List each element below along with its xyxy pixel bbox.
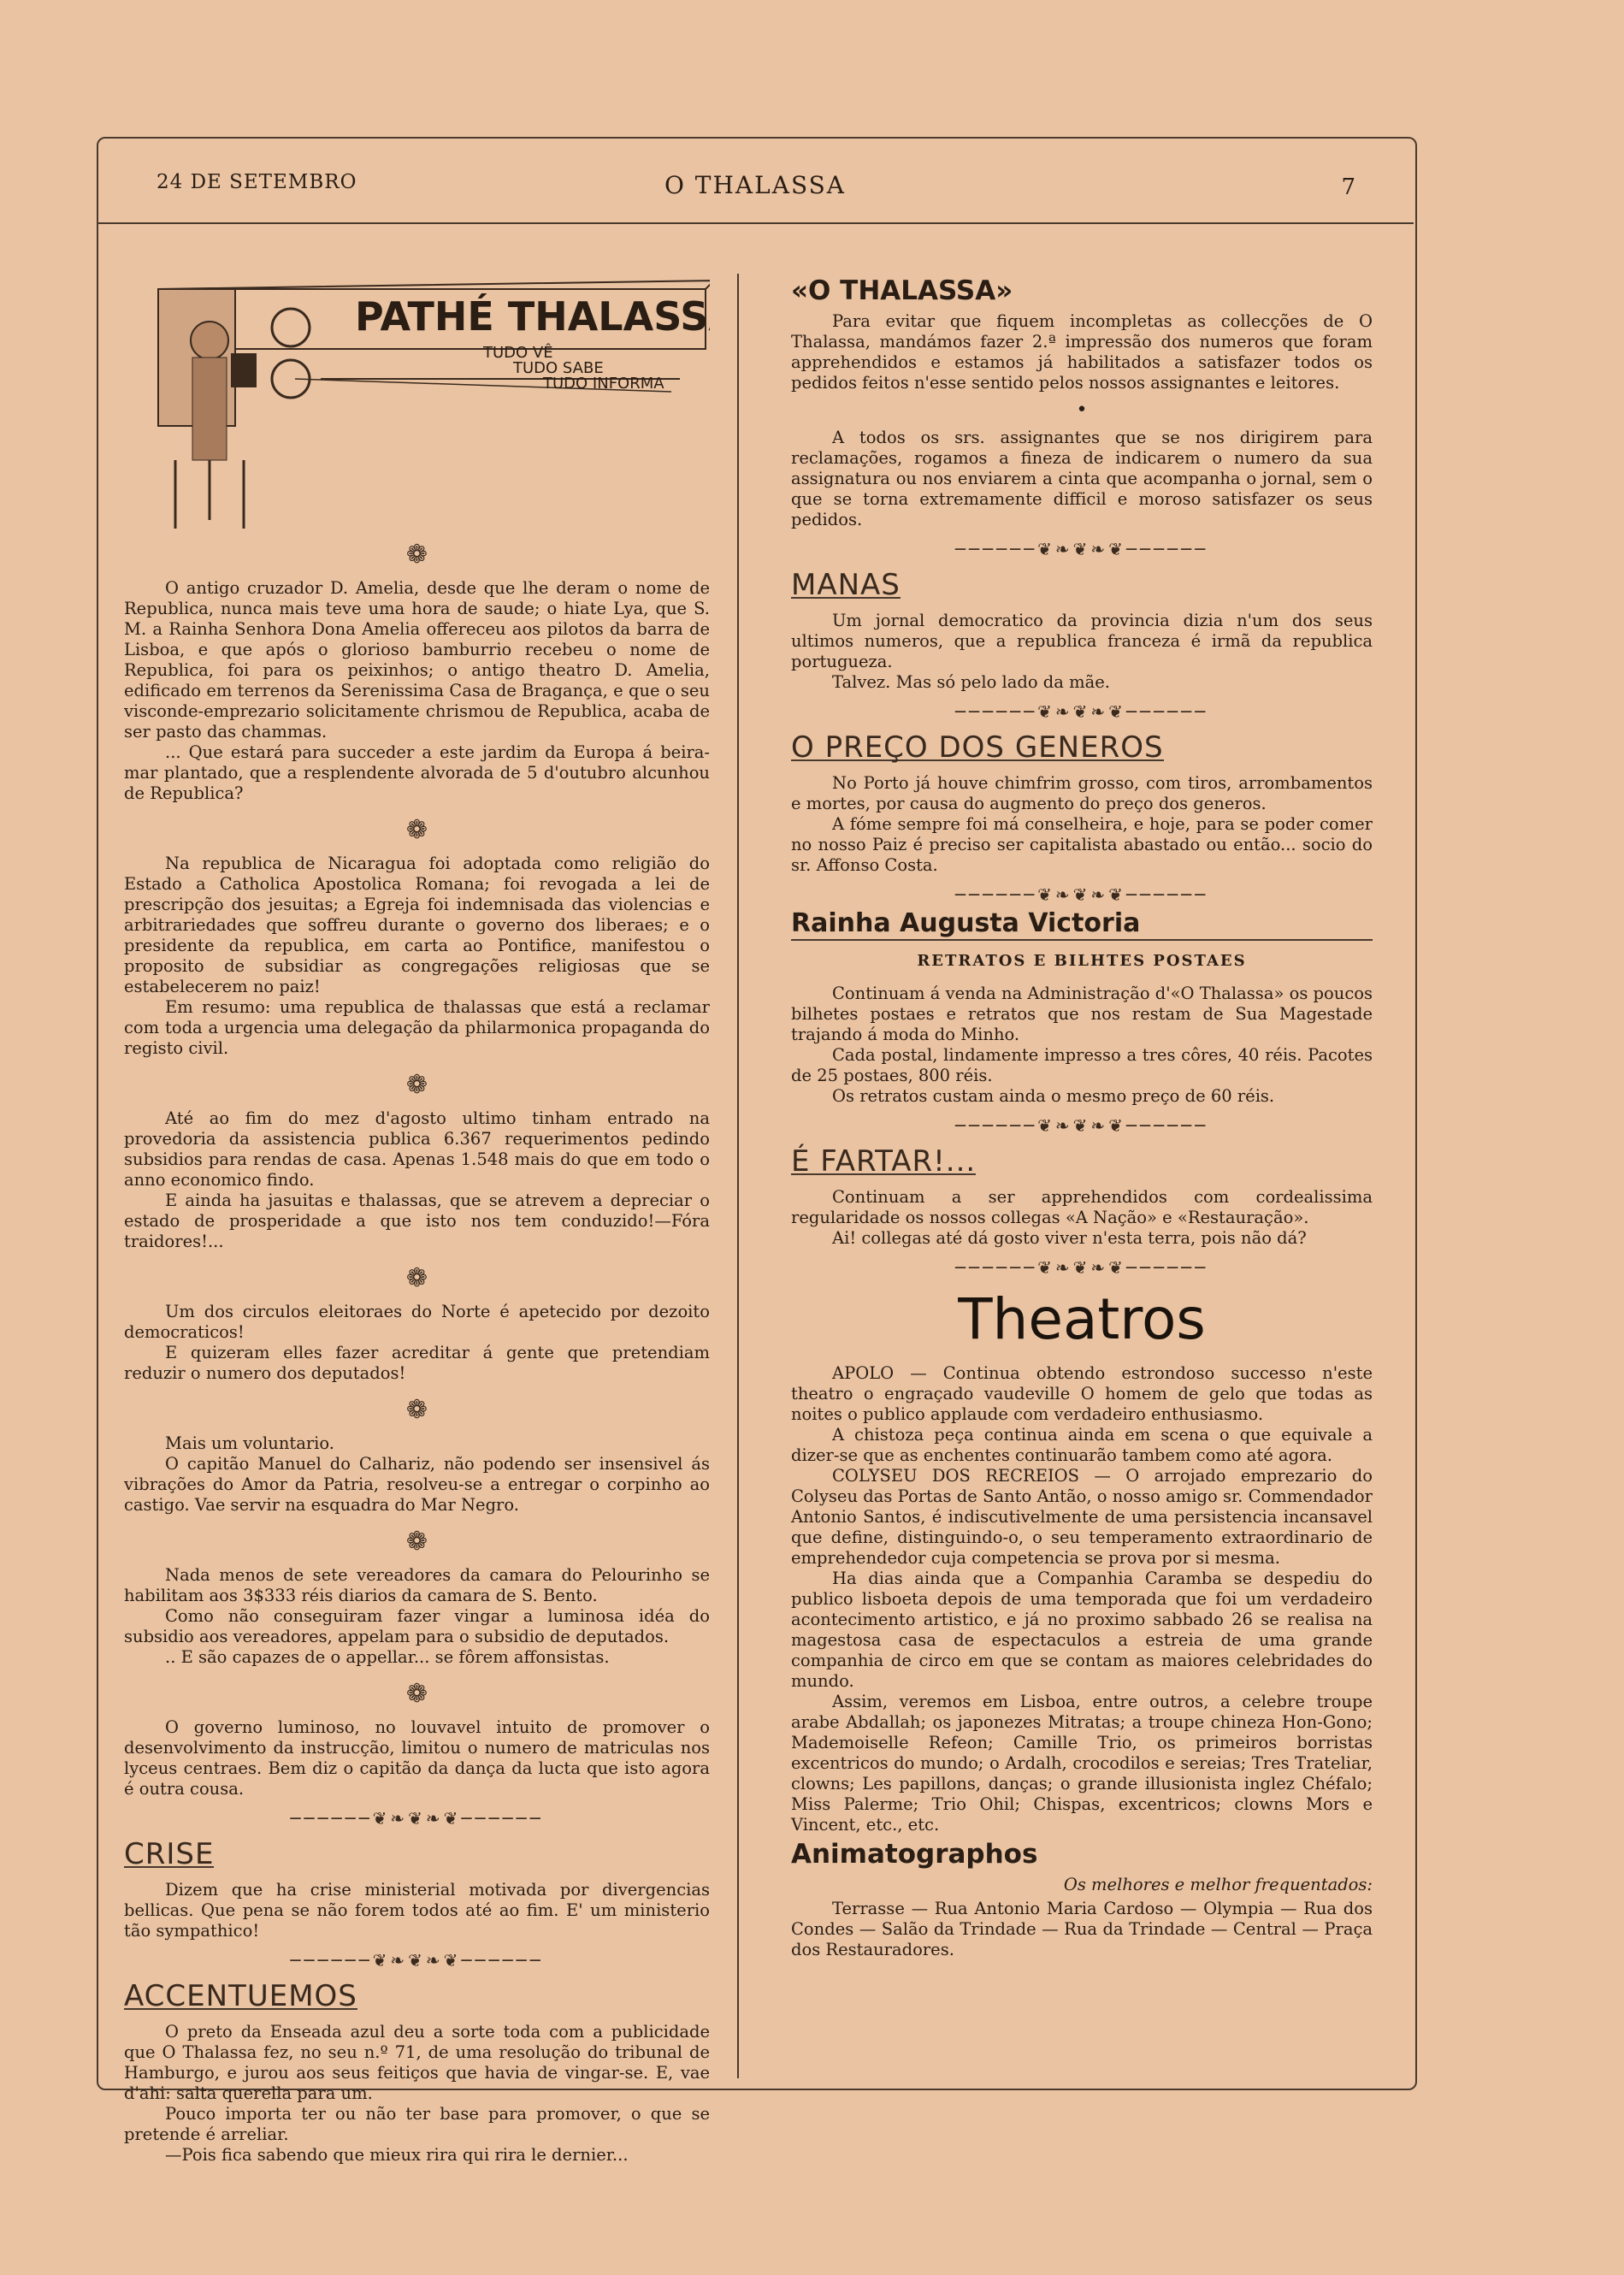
flower-ornament-icon: ❁ xyxy=(405,1679,428,1709)
divider-ornament: ──────❦❧❦❧❦────── xyxy=(954,701,1209,722)
paragraph: COLYSEU DOS RECREIOS — O arrojado emprezario do Colyseu das Portas de Santo Antão, o nosso amigo sr. Commendador Antonio Santos, é indiscutivelmente de uma persistencia incansavel que define, distinguindo-o, o seu temperamento extraordinario de emprehendedor cuja competencia se prova por si mesma. xyxy=(791,1466,1373,1568)
paragraph: Até ao fim do mez d'agosto ultimo tinham entrado na provedoria da assistencia publica 6.367 requerimentos pedindo subsidios para rendas de casa. Apenas 1.548 mais do que em todo o anno economico findo. xyxy=(124,1108,710,1190)
paragraph: Um jornal democratico da provincia dizia n'um dos seus ultimos numeros, que a republica franceza é irmã da republica portugueza. xyxy=(791,611,1373,671)
header-date: 24 DE SETEMBRO xyxy=(156,171,357,193)
paragraph: Continuam a ser apprehendidos com cordealissima regularidade os nossos collegas «A Nação» e «Restauração». xyxy=(791,1187,1373,1227)
banner-line-1: TUDO VÊ xyxy=(483,344,553,362)
page-header xyxy=(97,171,1414,224)
flower-ornament-icon: ❁ xyxy=(405,815,428,845)
page-number: 7 xyxy=(1341,174,1355,200)
paragraph: Talvez. Mas só pelo lado da mãe. xyxy=(832,672,1110,692)
section-title-theatros: Theatros xyxy=(958,1286,1206,1352)
flower-ornament-icon: ❁ xyxy=(405,540,428,570)
paragraph: —Pois fica sabendo que mieux rira qui rira le dernier... xyxy=(165,2145,629,2165)
section-title-manas: MANAS xyxy=(791,568,901,602)
paragraph: O preto da Enseada azul deu a sorte toda com a publicidade que O Thalassa fez, no seu n.º 71, de uma resolução do tribunal de Hamburgo, e jurou aos seus feitiços que havia de vingar-se. E, vae d'ahi: salta querella para um. xyxy=(124,2022,710,2103)
paragraph: Pouco importa ter ou não ter base para promover, o que se pretende é arreliar. xyxy=(124,2104,710,2144)
right-column xyxy=(791,272,1373,1960)
section-title-fartar: É FARTAR!... xyxy=(791,1144,977,1179)
paragraph: .. E são capazes de o appellar... se fôrem affonsistas. xyxy=(165,1647,610,1667)
paragraph: Na republica de Nicaragua foi adoptada como religião do Estado a Catholica Apostolica Romana; foi revogada a lei de prescripção dos jesuitas; a Egreja foi indemnisada das violencias e arbitrariedades que soffreu durante o governo dos liberaes; e o presidente da republica, em carta ao Pontifice, manifestou o proposito de subsidiar as congregações religiosas que se estabelecerem no paiz! xyxy=(124,854,710,996)
animatographos-note: Os melhores e melhor frequentados: xyxy=(1063,1875,1373,1894)
paragraph: Cada postal, lindamente impresso a tres côres, 40 réis. Pacotes de 25 postaes, 800 réis. xyxy=(791,1045,1373,1085)
flower-ornament-icon: ❁ xyxy=(405,1263,428,1293)
paragraph: Nada menos de sete vereadores da camara do Pelourinho se habilitam aos 3$333 réis diarios da camara de S. Bento. xyxy=(124,1565,710,1605)
banner-title: PATHÉ THALASSA xyxy=(355,293,710,340)
paragraph: A fóme sempre foi má conselheira, e hoje, para se poder comer no nosso Paiz é preciso ser capitalista abastado ou então... socio do sr. Affonso Costa. xyxy=(791,814,1373,875)
paragraph: E quizeram elles fazer acreditar á gente que pretendiam reduzir o numero dos deputados! xyxy=(124,1343,710,1383)
paragraph: O antigo cruzador D. Amelia, desde que lhe deram o nome de Republica, nunca mais teve uma hora de saude; o hiate Lya, que S. M. a Rainha Senhora Dona Amelia offereceu aos pilotos da barra de Lisboa, e que após o glorioso bamburrio recebeu o nome de Republica, foi para os peixinhos; o antigo theatro D. Amelia, edificado em terrenos da Serenissima Casa de Bragança, e que o seu visconde-emprezario solicitamente chrismou de Republica, acaba de ser pasto das chammas. xyxy=(124,578,710,742)
section-title-thalassa: «O THALASSA» xyxy=(791,275,1013,306)
paragraph: Dizem que ha crise ministerial motivada por divergencias bellicas. Que pena se não forem todos até ao fim. E' um ministerio tão sympathico! xyxy=(124,1880,710,1941)
paragraph: A todos os srs. assignantes que se nos dirigirem para reclamações, rogamos a fineza de indicarem o numero da sua assignatura ou nos enviarem a cinta que acompanha o jornal, sem o que se torna extremamente difficil e moroso satisfazer os seus pedidos. xyxy=(791,428,1373,529)
divider-ornament: ──────❦❧❦❧❦────── xyxy=(954,884,1209,905)
divider-ornament: ──────❦❧❦❧❦────── xyxy=(954,1115,1209,1136)
section-title-accentuemos: ACCENTUEMOS xyxy=(124,1979,357,2013)
paragraph: Mais um voluntario. xyxy=(165,1433,335,1453)
paragraph: Os retratos custam ainda o mesmo preço de 60 réis. xyxy=(832,1086,1275,1106)
left-column xyxy=(124,272,710,2166)
paragraph: Como não conseguiram fazer vingar a luminosa idéa do subsidio aos vereadores, appelam para o subsidio de deputados. xyxy=(124,1606,710,1646)
divider-ornament: ──────❦❧❦❧❦────── xyxy=(290,1808,544,1829)
divider-ornament: ──────❦❧❦❧❦────── xyxy=(954,1257,1209,1278)
paragraph: Em resumo: uma republica de thalassas que está a reclamar com toda a urgencia uma delegação da philarmonica propaganda do registo civil. xyxy=(124,997,710,1058)
paragraph: ... Que estará para succeder a este jardim da Europa á beira-mar plantado, que a resplendente alvorada de 5 d'outubro alcunhou de Republica? xyxy=(124,742,710,803)
flower-ornament-icon: ❁ xyxy=(405,1527,428,1557)
paragraph: Terrasse — Rua Antonio Maria Cardoso — Olympia — Rua dos Condes — Salão da Trindade — Rua da Trindade — Central — Praça dos Restauradores. xyxy=(791,1899,1373,1959)
paragraph: Ha dias ainda que a Companhia Caramba se despediu do publico lisboeta depois de uma temporada que foi um verdadeiro acontecimento artistico, e já no proximo sabbado 26 se realisa na magestosa casa de espectaculos a estreia de uma grande companhia de circo em que se contam as maiores celebridades do mundo. xyxy=(791,1569,1373,1691)
flower-ornament-icon: ❁ xyxy=(405,1395,428,1425)
banner-illustration xyxy=(124,272,710,529)
paragraph: A chistoza peça continua ainda em scena o que equivale a dizer-se que as enchentes continuarão tambem como até agora. xyxy=(791,1425,1373,1465)
section-title-crise: CRISE xyxy=(124,1837,215,1871)
column-divider xyxy=(737,274,739,2078)
paragraph: Continuam á venda na Administração d'«O Thalassa» os poucos bilhetes postaes e retratos que nos restam de Sua Magestade trajando á moda do Minho. xyxy=(791,984,1373,1044)
header-title: O THALASSA xyxy=(664,171,847,199)
bullet-icon: • xyxy=(1076,399,1088,421)
banner-line-3: TUDO INFORMA xyxy=(543,375,664,393)
paragraph: O governo luminoso, no louvavel intuito de promover o desenvolvimento da instrucção, limitou o numero de matriculas nos lyceus centraes. Bem diz o capitão da dança da lucta que isto agora é outra cousa. xyxy=(124,1717,710,1799)
paragraph: O capitão Manuel do Calhariz, não podendo ser insensivel ás vibrações do Amor da Patria, resolveu-se a entregar o corpinho ao castigo. Vae servir na esquadra do Mar Negro. xyxy=(124,1454,710,1515)
flower-ornament-icon: ❁ xyxy=(405,1070,428,1100)
paragraph: Para evitar que fiquem incompletas as collecções de O Thalassa, mandámos fazer 2.ª impressão dos numeros que foram apprehendidos e estamos já habilitados a satisfazer todos os pedidos feitos n'esse sentido pelos nossos assignantes e leitores. xyxy=(791,311,1373,393)
divider-ornament: ──────❦❧❦❧❦────── xyxy=(954,539,1209,559)
section-subtitle-retratos: RETRATOS E BILHTES POSTAES xyxy=(917,952,1247,970)
banner-line-2: TUDO SABE xyxy=(513,359,604,377)
paragraph: APOLO — Continua obtendo estrondoso successo n'este theatro o engraçado vaudeville O homem de gelo que todas as noites o publico applaude com verdadeiro enthusiasmo. xyxy=(791,1363,1373,1424)
paragraph: E ainda ha jasuitas e thalassas, que se atrevem a depreciar o estado de prosperidade a que isto nos tem conduzido!—Fóra traidores!... xyxy=(124,1191,710,1251)
divider-ornament: ──────❦❧❦❧❦────── xyxy=(290,1950,544,1971)
paragraph: Ai! collegas até dá gosto viver n'esta terra, pois não dá? xyxy=(832,1228,1307,1248)
section-title-rainha: Rainha Augusta Victoria xyxy=(791,913,1373,941)
section-title-preco: O PREÇO DOS GENEROS xyxy=(791,730,1164,765)
paragraph: Assim, veremos em Lisboa, entre outros, a celebre troupe arabe Abdallah; os japonezes Mitratas; a troupe chineza Hon-Gono; Mademoiselle Refeon; Camille Trio, os primeiros borristas excentricos do mundo; o Ardalh, crocodilos e sereias; Tres Trateliar, clowns; Les papillons, danças; o grande illusionista inglez Chéfalo; Miss Palerme; Trio Ohil; Chispas, excentricos; clowns Mors e Vincent, etc., etc. xyxy=(791,1692,1373,1835)
paragraph: Um dos circulos eleitoraes do Norte é apetecido por dezoito democraticos! xyxy=(124,1302,710,1342)
pathe-thalassa-banner xyxy=(124,272,710,529)
section-title-animatographos: Animatographos xyxy=(791,1839,1038,1870)
paragraph: No Porto já houve chimfrim grosso, com tiros, arrombamentos e mortes, por causa do augmento do preço dos generos. xyxy=(791,773,1373,813)
